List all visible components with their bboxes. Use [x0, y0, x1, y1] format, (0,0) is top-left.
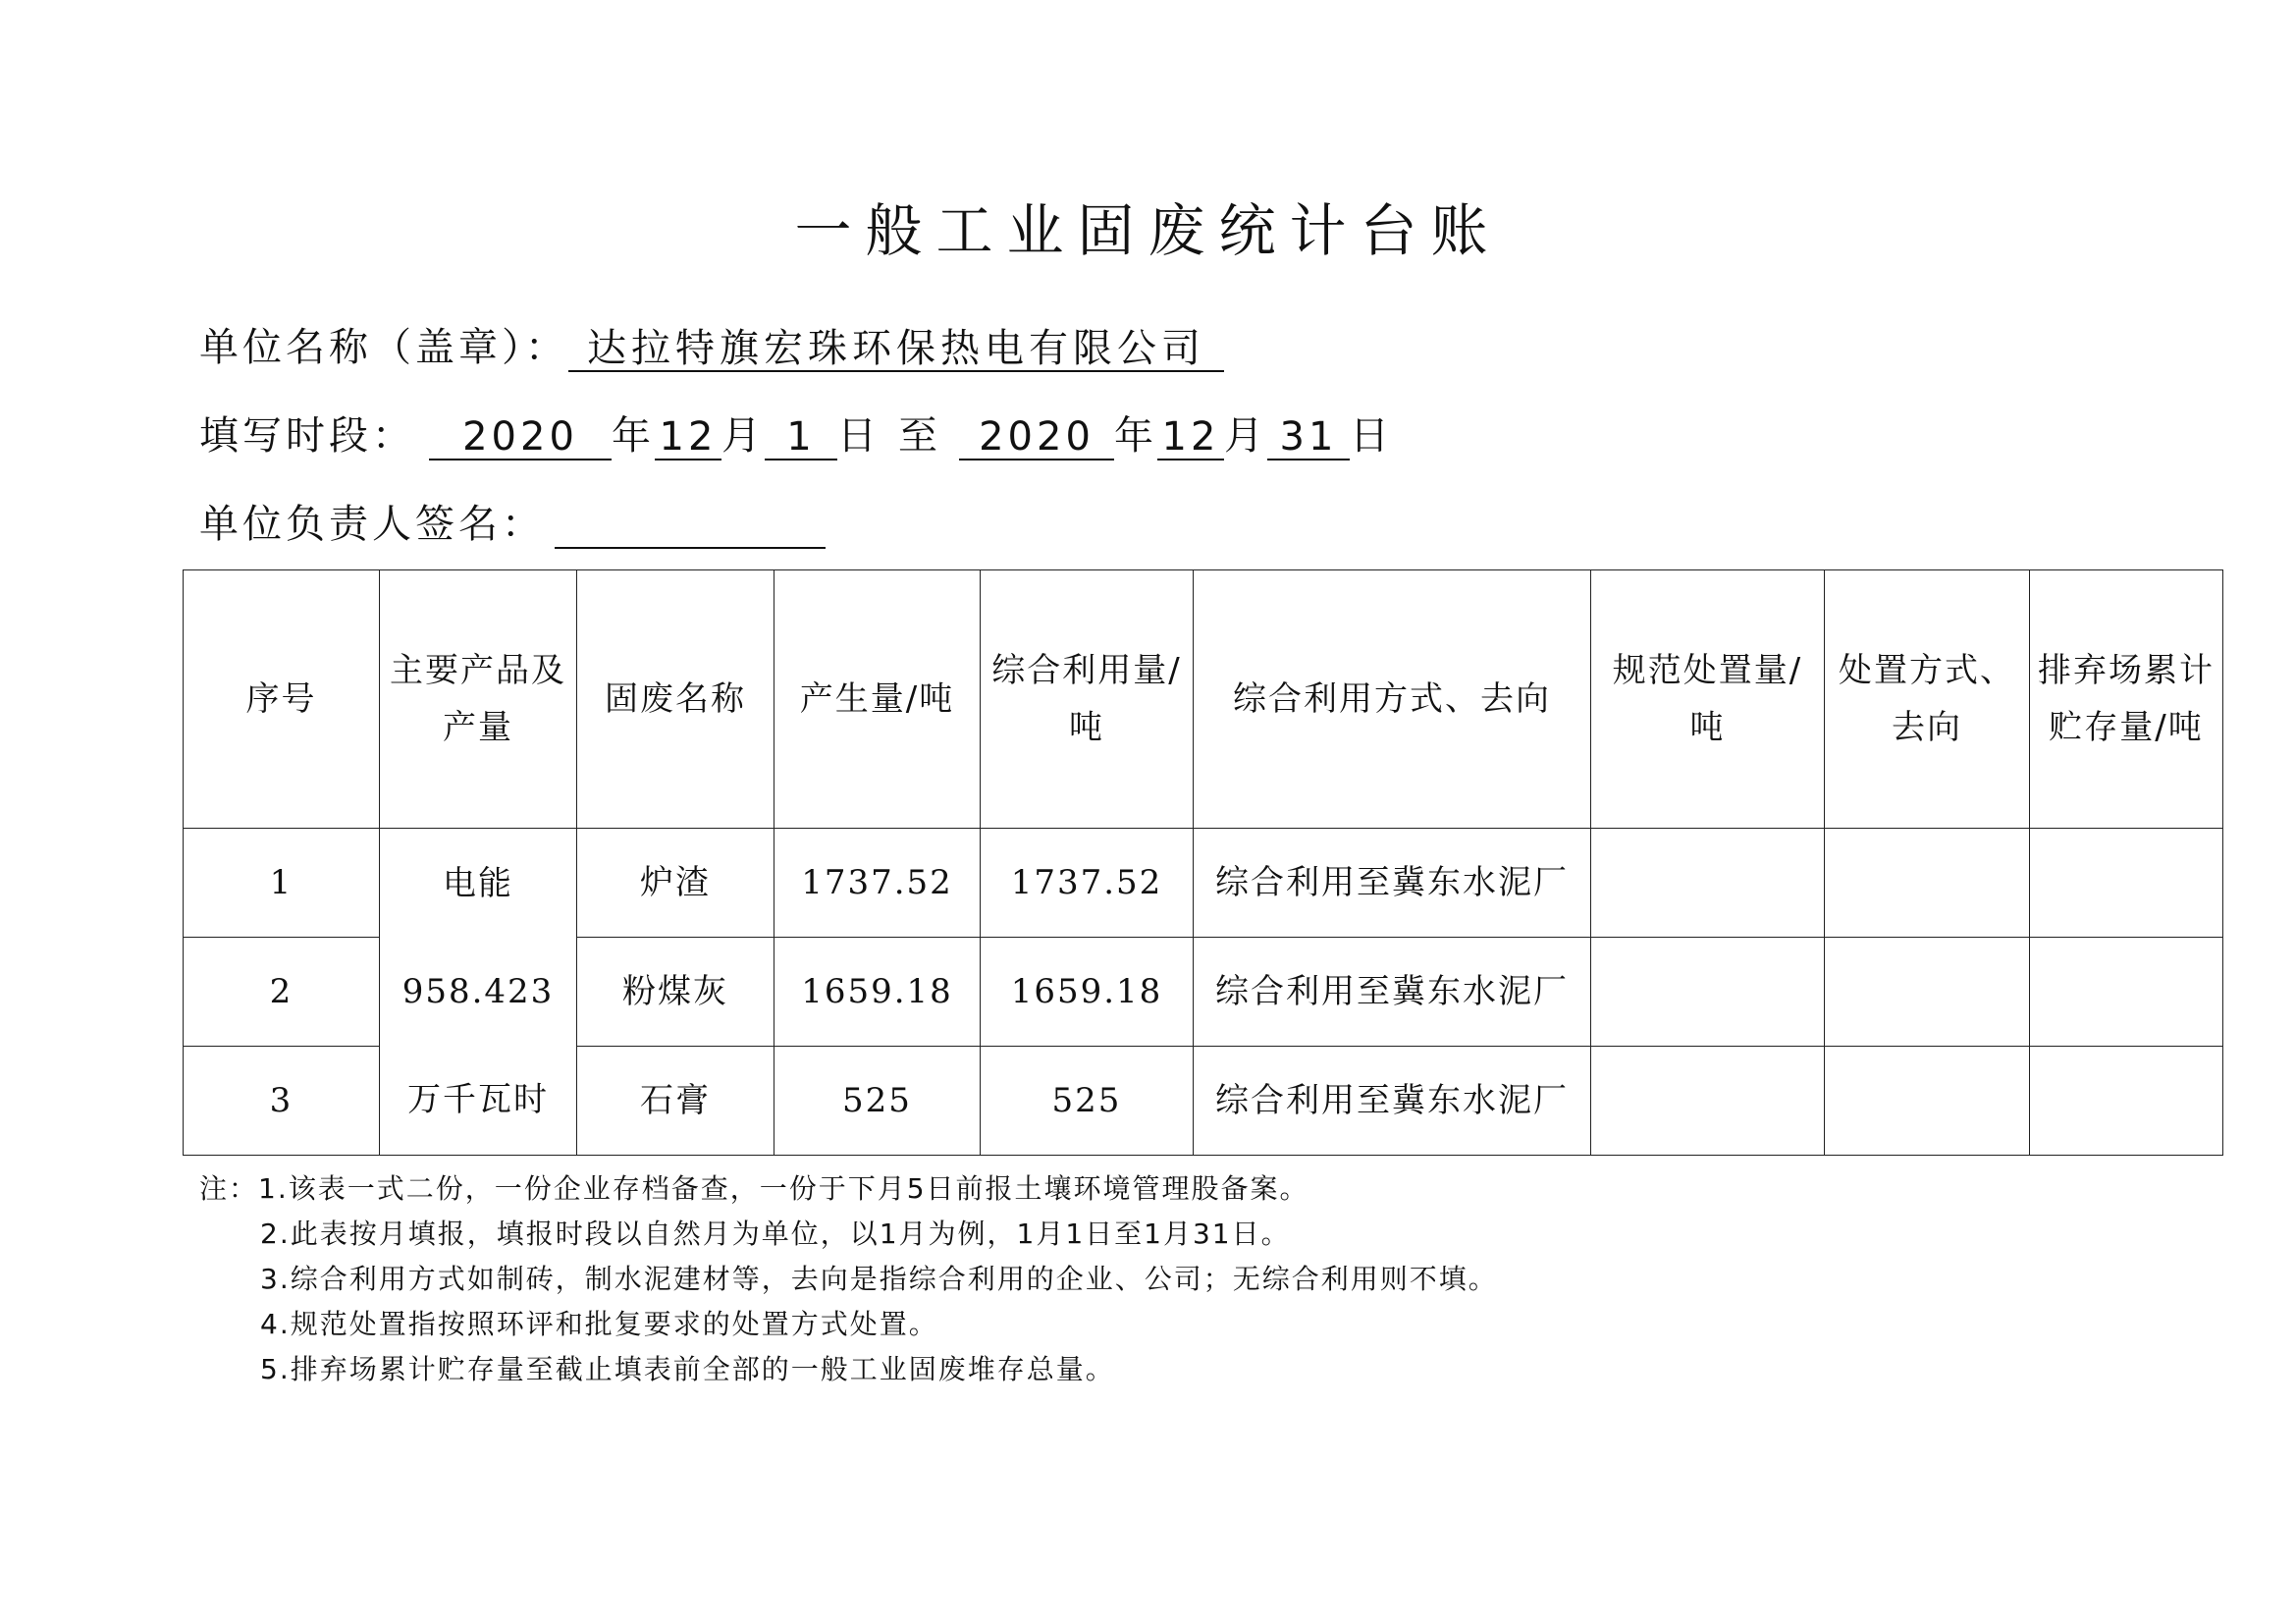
notes	[199, 1166, 1498, 1392]
month-char: 月	[721, 413, 765, 459]
disposed-amount[interactable]	[1591, 829, 1825, 938]
table-row	[184, 829, 2223, 938]
product-name: 电能	[443, 864, 513, 903]
unit-name-label: 单位名称（盖章）：	[199, 325, 568, 370]
signature-line	[199, 493, 826, 549]
header-disposal-method: 处置方式、去向	[1825, 570, 2030, 829]
produced-amount: 525	[774, 1047, 981, 1156]
unit-name-line	[199, 316, 1224, 372]
storage-amount[interactable]	[2030, 829, 2223, 938]
waste-name: 石膏	[577, 1047, 774, 1156]
period-line	[199, 405, 1393, 460]
utilization-method: 综合利用至冀东水泥厂	[1194, 1047, 1591, 1156]
note-1: 注：1.该表一式二份，一份企业存档备查，一份于下月5日前报土壤环境管理股备案。	[199, 1172, 1309, 1205]
utilization-method: 综合利用至冀东水泥厂	[1194, 829, 1591, 938]
day-char: 日	[837, 413, 881, 459]
product-amount: 958.423	[401, 972, 555, 1011]
produced-amount: 1737.52	[774, 829, 981, 938]
day-char-2: 日	[1350, 413, 1393, 459]
header-disposed: 规范处置量/吨	[1591, 570, 1825, 829]
table-header-row	[184, 570, 2223, 829]
utilized-amount: 1659.18	[981, 938, 1194, 1047]
waste-ledger-table	[183, 569, 2223, 1156]
note-3: 3.综合利用方式如制砖，制水泥建材等，去向是指综合利用的企业、公司；无综合利用则不填。	[260, 1263, 1498, 1295]
note-5: 5.排弃场累计贮存量至截止填表前全部的一般工业固废堆存总量。	[260, 1353, 1115, 1385]
header-product: 主要产品及产量	[380, 570, 577, 829]
month-char-2: 月	[1224, 413, 1267, 459]
header-utilization-method: 综合利用方式、去向	[1194, 570, 1591, 829]
disposal-method[interactable]	[1825, 1047, 2030, 1156]
disposed-amount[interactable]	[1591, 1047, 1825, 1156]
unit-name-field[interactable]: 达拉特旗宏珠环保热电有限公司	[568, 327, 1224, 372]
header-utilized: 综合利用量/吨	[981, 570, 1194, 829]
start-month-field[interactable]: 12	[655, 415, 721, 460]
note-4: 4.规范处置指按照环评和批复要求的处置方式处置。	[260, 1308, 938, 1340]
signature-field[interactable]	[555, 504, 826, 549]
period-label: 填写时段：	[199, 413, 415, 459]
signature-label: 单位负责人签名：	[199, 502, 545, 547]
produced-amount: 1659.18	[774, 938, 981, 1047]
start-year-field[interactable]: 2020	[429, 415, 612, 460]
row-no: 3	[184, 1047, 380, 1156]
utilized-amount: 525	[981, 1047, 1194, 1156]
disposed-amount[interactable]	[1591, 938, 1825, 1047]
end-day-field[interactable]: 31	[1267, 415, 1350, 460]
year-char: 年	[612, 413, 655, 459]
waste-name: 粉煤灰	[577, 938, 774, 1047]
page-title: 一般工业固废统计台账	[794, 197, 1502, 264]
product-cell	[380, 829, 577, 1156]
disposal-method[interactable]	[1825, 938, 2030, 1047]
year-char-2: 年	[1114, 413, 1157, 459]
waste-name: 炉渣	[577, 829, 774, 938]
utilization-method: 综合利用至冀东水泥厂	[1194, 938, 1591, 1047]
product-unit: 万千瓦时	[407, 1080, 549, 1119]
header-waste-name: 固废名称	[577, 570, 774, 829]
row-no: 1	[184, 829, 380, 938]
storage-amount[interactable]	[2030, 938, 2223, 1047]
note-2: 2.此表按月填报，填报时段以自然月为单位，以1月为例，1月1日至1月31日。	[260, 1218, 1291, 1250]
header-no: 序号	[184, 570, 380, 829]
header-produced: 产生量/吨	[774, 570, 981, 829]
disposal-method[interactable]	[1825, 829, 2030, 938]
utilized-amount: 1737.52	[981, 829, 1194, 938]
storage-amount[interactable]	[2030, 1047, 2223, 1156]
end-month-field[interactable]: 12	[1157, 415, 1224, 460]
to-char: 至	[898, 413, 941, 459]
start-day-field[interactable]: 1	[765, 415, 837, 460]
row-no: 2	[184, 938, 380, 1047]
header-storage: 排弃场累计贮存量/吨	[2030, 570, 2223, 829]
end-year-field[interactable]: 2020	[959, 415, 1114, 460]
